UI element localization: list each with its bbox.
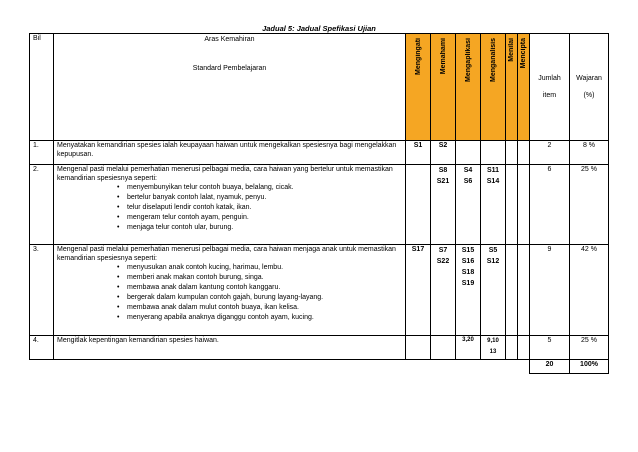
header-bil: Bil	[30, 34, 54, 141]
header-standard: Standard Pembelajaran	[192, 65, 267, 72]
header-wajaran: Wajaran (%)	[570, 34, 609, 141]
table-row: 4. Mengitlak kepentingan kemandirian spesies haiwan. 3,20 9,10 13 5 25 %	[30, 336, 609, 360]
header-aras: Aras Kemahiran	[204, 36, 255, 43]
header-mengaplikasi: Mengaplikasi	[456, 34, 481, 141]
table-row: 2. Mengenal pasti melalui pemerhatian menerusi pelbagai media, cara haiwan yang bertelur untuk memastikan kemandirian spesiesnya seperti: • menyembunyikan telur contoh buaya, belalang, cicak. • bertelur banyak contoh lalat, nyamuk, penyu. • telur diselaputi lendir contoh katak, ikan. • mengeram telur contoh ayam, penguin. • menjaga telur contoh ular, burung. S8 S21 S4 S6 S11 S14 6 25 %	[30, 165, 609, 245]
row-3-standard: Mengenal pasti melalui pemerhatian menerusi pelbagai media, cara haiwan menjaga anak untuk memastikan kemandirian spesiesnya seperti: • menyusukan anak contoh kucing, harimau, lembu. • memberi anak makan contoh burung, singa. • membawa anak dalam kantung contoh kanggaru. • bergerak dalam kumpulan contoh gajah, burung layang-layang. • membawa anak dalam mulut contoh buaya, ikan kelisa. • menyerang apabila anaknya diganggu contoh ayam, kucing.	[54, 245, 406, 336]
table-title: Jadual 5: Jadual Spefikasi Ujian	[262, 24, 376, 33]
header-aras-standard	[54, 34, 406, 141]
header-menilai: Menilai	[506, 34, 518, 141]
total-wajaran: 100%	[570, 360, 609, 374]
header-memahami: Memahami	[431, 34, 456, 141]
header-menganalisis: Menganalisis	[481, 34, 506, 141]
total-jumlah: 20	[530, 360, 570, 374]
header-jumlah: Jumlah item	[530, 34, 570, 141]
row-2-standard: Mengenal pasti melalui pemerhatian menerusi pelbagai media, cara haiwan yang bertelur untuk memastikan kemandirian spesiesnya seperti: • menyembunyikan telur contoh buaya, belalang, cicak. • bertelur banyak contoh lalat, nyamuk, penyu. • telur diselaputi lendir contoh katak, ikan. • mengeram telur contoh ayam, penguin. • menjaga telur contoh ular, burung.	[54, 165, 406, 245]
table-row: 3. Mengenal pasti melalui pemerhatian menerusi pelbagai media, cara haiwan menjaga anak untuk memastikan kemandirian spesiesnya seperti: • menyusukan anak contoh kucing, harimau, lembu. • memberi anak makan contoh burung, singa. • membawa anak dalam kantung contoh kanggaru. • bergerak dalam kumpulan contoh gajah, burung layang-layang. • membawa anak dalam mulut contoh buaya, ikan kelisa. • menyerang apabila anaknya diganggu contoh ayam, kucing. S17 S7 S22 S15 S16 S18 S19 S5 S12 9 42 %	[30, 245, 609, 336]
header-mengingati: Mengingati	[406, 34, 431, 141]
specification-table	[29, 33, 609, 374]
header-mencipta: Mencipta	[518, 34, 530, 141]
table-row: 1. Menyatakan kemandirian spesies ialah keupayaan haiwan untuk mengekalkan spesiesnya bagi mengelakkan kepupusan. S1 S2 2 8 %	[30, 141, 609, 165]
total-row	[30, 360, 609, 374]
